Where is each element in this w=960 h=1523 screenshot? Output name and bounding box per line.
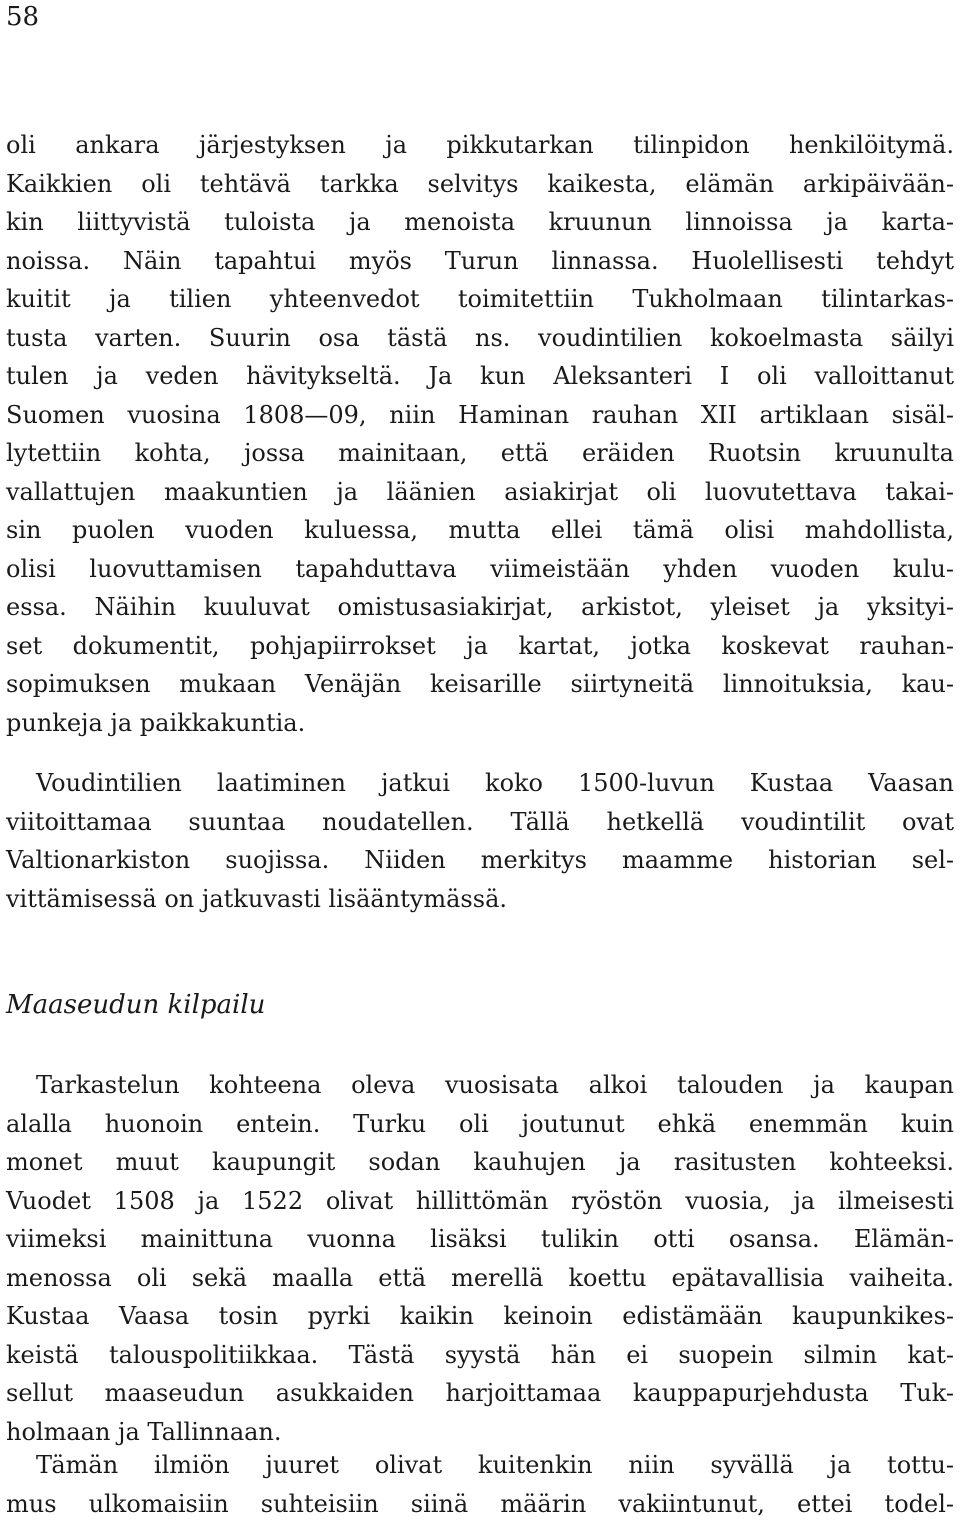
text-line: oli ankara järjestyksen ja pikkutarkan tilinpidon henkilöitymä.: [6, 126, 954, 165]
text-line: tusta varten. Suurin osa tästä ns. voudintilien kokoelmasta säilyi: [6, 319, 954, 358]
text-line: Vuodet 1508 ja 1522 olivat hillittömän ryöstön vuosia, ja ilmeisesti: [6, 1182, 954, 1221]
text-line: vallattujen maakuntien ja läänien asiakirjat oli luovutettava takai-: [6, 473, 954, 512]
text-line: viimeksi mainittuna vuonna lisäksi tulikin otti osansa. Elämän-: [6, 1220, 954, 1259]
text-line: menossa oli sekä maalla että merellä koettu epätavallisia vaiheita.: [6, 1259, 954, 1298]
text-line: Kaikkien oli tehtävä tarkka selvitys kaikesta, elämän arkipäivään-: [6, 165, 954, 204]
text-line: holmaan ja Tallinnaan.: [6, 1413, 954, 1452]
text-line: kuitit ja tilien yhteenvedot toimitettiin Tukholmaan tilintarkas-: [6, 280, 954, 319]
paragraph: [6, 126, 954, 742]
text-line: set dokumentit, pohjapiirrokset ja kartat, jotka koskevat rauhan-: [6, 627, 954, 666]
text-line: mus ulkomaisiin suhteisiin siinä määrin vakiintunut, ettei todel-: [6, 1485, 954, 1523]
text-line: keistä talouspolitiikkaa. Tästä syystä hän ei suopein silmin kat-: [6, 1336, 954, 1375]
text-line: punkeja ja paikkakuntia.: [6, 704, 954, 743]
text-line: sellut maaseudun asukkaiden harjoittamaa kauppapurjehdusta Tuk-: [6, 1374, 954, 1413]
paragraph: [6, 1446, 954, 1523]
page-number: 58: [6, 4, 39, 30]
text-line: monet muut kaupungit sodan kauhujen ja rasitusten kohteeksi.: [6, 1143, 954, 1182]
text-line: Voudintilien laatiminen jatkui koko 1500-luvun Kustaa Vaasan: [6, 764, 954, 803]
text-line: essa. Näihin kuuluvat omistusasiakirjat, arkistot, yleiset ja yksityi-: [6, 588, 954, 627]
text-line: noissa. Näin tapahtui myös Turun linnassa. Huolellisesti tehdyt: [6, 242, 954, 281]
text-line: Suomen vuosina 1808—09, niin Haminan rauhan XII artiklaan sisäl-: [6, 396, 954, 435]
paragraph: [6, 764, 954, 918]
paragraph: [6, 1066, 954, 1451]
text-line: vittämisessä on jatkuvasti lisääntymässä.: [6, 880, 954, 919]
section-heading: Maaseudun kilpailu: [6, 992, 265, 1018]
text-line: tulen ja veden hävitykseltä. Ja kun Aleksanteri I oli valloittanut: [6, 357, 954, 396]
text-line: alalla huonoin entein. Turku oli joutunut ehkä enemmän kuin: [6, 1105, 954, 1144]
text-line: sin puolen vuoden kuluessa, mutta ellei tämä olisi mahdollista,: [6, 511, 954, 550]
text-line: Valtionarkiston suojissa. Niiden merkitys maamme historian sel-: [6, 841, 954, 880]
text-line: kin liittyvistä tuloista ja menoista kruunun linnoissa ja karta-: [6, 203, 954, 242]
text-line: Kustaa Vaasa tosin pyrki kaikin keinoin edistämään kaupunkikes-: [6, 1297, 954, 1336]
text-line: Tämän ilmiön juuret olivat kuitenkin niin syvällä ja tottu-: [6, 1446, 954, 1485]
text-line: sopimuksen mukaan Venäjän keisarille siirtyneitä linnoituksia, kau-: [6, 665, 954, 704]
text-line: Tarkastelun kohteena oleva vuosisata alkoi talouden ja kaupan: [6, 1066, 954, 1105]
text-line: olisi luovuttamisen tapahduttava viimeistään yhden vuoden kulu-: [6, 550, 954, 589]
text-line: viitoittamaa suuntaa noudatellen. Tällä hetkellä voudintilit ovat: [6, 803, 954, 842]
text-line: lytettiin kohta, jossa mainitaan, että eräiden Ruotsin kruunulta: [6, 434, 954, 473]
